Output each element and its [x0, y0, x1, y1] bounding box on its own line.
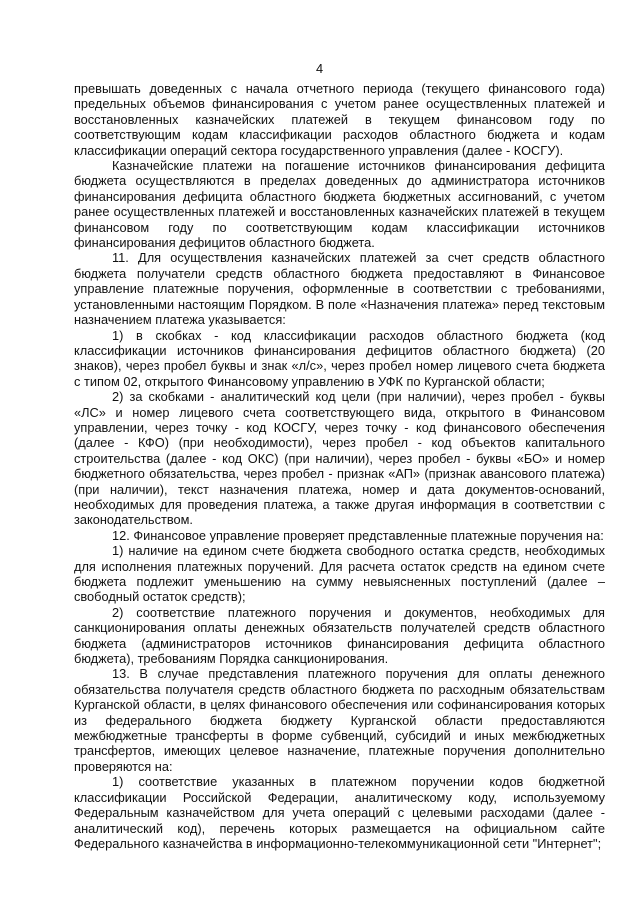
paragraph-clause-13: 13. В случае представления платежного поручения для оплаты денежного обязательства получателя средств областного бюджета по расходным обязательствам Курганской области, в целях финансового обеспечения или софинансирования которых из федерального бюджета бюджету Курганской области предоставляются межбюджетные трансферты в форме субвенций, субсидий и иных межбюджетных трансфертов, имеющих целевое назначение, платежные поручения дополнительно проверяются на:	[74, 666, 605, 774]
page-number: 4	[315, 61, 324, 76]
document-body	[74, 81, 605, 851]
paragraph-clause-13-item-1: 1) соответствие указанных в платежном поручении кодов бюджетной классификации Российской Федерации, аналитическому коду, используемому Федеральным казначейством для учета операций с целевыми расходами (далее - аналитический код), перечень которых размещается на официальном сайте Федерального казначейства в информационно-телекоммуникационной сети "Интернет";	[74, 774, 605, 851]
paragraph-clause-11-item-1: 1) в скобках - код классификации расходов областного бюджета (код классификации источников финансирования дефицитов областного бюджета) (20 знаков), через пробел буквы и знак «л/с», через пробел номер лицевого счета бюджета с типом 02, открытого Финансовому управлению в УФК по Курганской области;	[74, 327, 605, 389]
paragraph-clause-11: 11. Для осуществления казначейских платежей за счет средств областного бюджета получатели средств областного бюджета предоставляют в Финансовое управление платежные поручения, оформленные в соответствии с требованиями, установленными настоящим Порядком. В поле «Назначения платежа» перед текстовым назначением платежа указывается:	[74, 250, 605, 328]
paragraph-clause-12: 12. Финансовое управление проверяет представленные платежные поручения на:	[112, 527, 604, 543]
paragraph-clause-11-item-2: 2) за скобками - аналитический код цели (при наличии), через пробел - буквы «ЛС» и номер лицевого счета соответствующего вида, открытого в Финансовом управлении, через точку - код КОСГУ, через точку - код финансового обеспечения (далее - КФО) (при необходимости), через пробел - код объектов капитального строительства (далее - код ОКС) (при наличии), через пробел - буквы «БО» и номер бюджетного обязательства, через пробел - признак «АП» (признак авансового платежа) (при наличии), текст назначения платежа, номер и дата документов-оснований, необходимых для проведения платежа, а также другая информация в соответствии с законодательством.	[74, 389, 605, 528]
paragraph-clause-12-item-2: 2) соответствие платежного поручения и документов, необходимых для санкционирования оплаты денежных обязательств получателей средств областного бюджета (администраторов источников финансирования дефицита областного бюджета), требованиям Порядка санкционирования.	[74, 604, 605, 667]
paragraph-continuation: превышать доведенных с начала отчетного периода (текущего финансового года) предельных объемов финансирования с учетом ранее осуществленных платежей и восстановленных казначейских платежей в текущем финансовом году по соответствующим кодам классификации расходов областного бюджета и кодам классификации операций сектора государственного управления (далее - КОСГУ).	[74, 81, 605, 158]
paragraph-clause-12-item-1: 1) наличие на едином счете бюджета свободного остатка средств, необходимых для исполнения платежных поручений. Для расчета остаток средств на едином счете бюджета подлежит уменьшению на сумму невыясненных поступлений (далее – свободный остаток средств);	[74, 543, 605, 605]
paragraph-treasury-payments: Казначейские платежи на погашение источников финансирования дефицита бюджета осуществляются в пределах доведенных до администратора источников финансирования дефицита областного бюджета бюджетных ассигнований, с учетом ранее осуществленных платежей и восстановленных казначейских платежей в текущем финансовом году по соответствующим кодам классификации источников финансирования дефицитов областного бюджета.	[74, 158, 605, 251]
